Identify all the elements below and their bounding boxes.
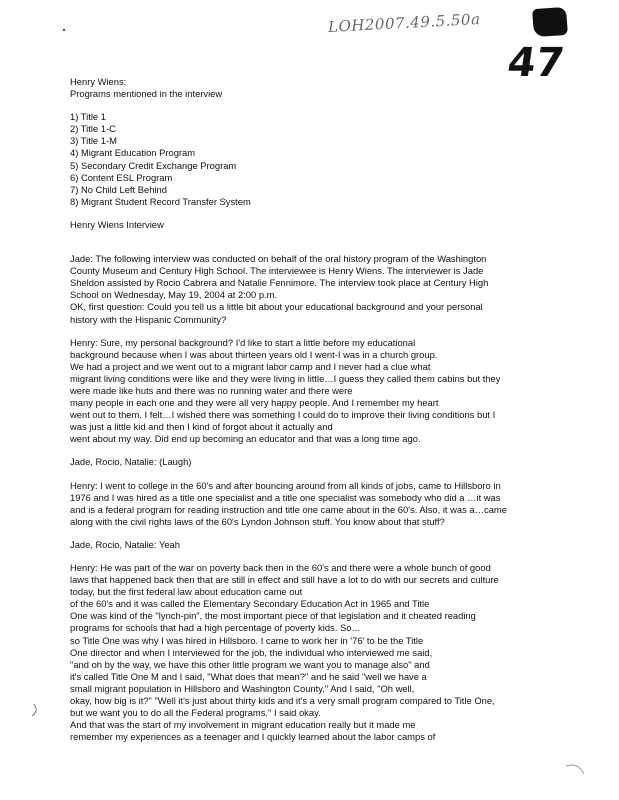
program-item: 8) Migrant Student Record Transfer System <box>70 195 251 207</box>
transcript-line: One was kind of the "lynch-pin", the most important piece of that legislation and it cheated reading <box>70 610 476 622</box>
transcript-line: Henry: I went to college in the 60's and after bouncing around from all kinds of jobs, came to Hillsboro in <box>70 479 501 491</box>
transcript-line: today, but the first federal law about education came out <box>70 586 303 598</box>
heading-line: Henry Wiens: <box>70 76 127 87</box>
transcript-line: small migrant population in Hillsboro and Washington County." And I said, "Oh well, <box>70 682 415 694</box>
programs-list <box>70 111 610 208</box>
transcript-line: but we want you to do all the Federal programs." I said okay. <box>70 707 321 719</box>
program-item: 4) Migrant Education Program <box>70 147 196 159</box>
program-item: 5) Secondary Credit Exchange Program <box>70 159 237 171</box>
transcript-line: programs for schools that had a high percentage of poverty kids. So… <box>70 622 361 634</box>
transcript-line: OK, first question: Could you tell us a little bit about your educational background and your personal <box>70 301 483 313</box>
program-item: 6) Content ESL Program <box>70 171 173 183</box>
transcript-line: of the 60's and it was called the Elementary Secondary Education Act in 1965 and Title <box>70 598 430 610</box>
speck <box>63 29 65 31</box>
margin-mark <box>32 704 36 716</box>
transcript-line: were made like huts and there was no running water and there were <box>70 384 353 396</box>
document-body <box>70 76 610 754</box>
transcript-line: went out to them. I felt…I wished there was something I could do to improve their living conditions but I <box>70 409 496 421</box>
transcript-paragraph <box>70 539 610 551</box>
program-item: 3) Title 1-M <box>70 135 117 147</box>
transcript-line: okay, how big is it?" "Well it's just about thirty kids and it's a very small program compared to Title One, <box>70 695 495 707</box>
transcript-line: Henry: Sure, my personal background? I'd like to start a little before my educational <box>70 336 416 348</box>
transcript-line: Henry: He was part of the war on poverty back then in the 60's and there were a whole bunch of good <box>70 562 491 573</box>
transcript-line: 1976 and I was hired as a title one specialist and a title one specialist was somebody who did a …it was <box>70 491 501 503</box>
transcript-paragraph <box>70 562 610 743</box>
program-item: 7) No Child Left Behind <box>70 183 167 195</box>
transcript-line: went about my way. Did end up becoming an educator and that was a long time ago. <box>70 433 421 445</box>
interview-transcript <box>70 253 610 743</box>
document-heading <box>70 76 610 100</box>
transcript-line: County Museum and Century High School. The interviewee is Henry Wiens. The interviewer is Jade <box>70 265 484 277</box>
transcript-line: it's called Title One M and I said, "What does that mean?" and he said "well we have a <box>70 670 427 682</box>
transcript-paragraph <box>70 480 610 528</box>
transcript-line: and is a federal program for reading instruction and title one came about in the 60's. Also, it was a…came <box>70 503 507 515</box>
transcript-line: many people in each one and they were all very happy people. And I remember my heart <box>70 397 439 409</box>
transcript-line: along with the civil rights laws of the 60's Lyndon Johnson stuff. You know about that stuff? <box>70 515 445 527</box>
transcript-line: We had a project and we went out to a migrant labor camp and I never had a clue what <box>70 360 431 372</box>
transcript-line: history with the Hispanic Community? <box>70 313 227 325</box>
transcript-line: laws that happened back then that are still in effect and still have a lot to do with our secrets and culture <box>70 574 499 586</box>
page-number: 47 <box>504 40 567 86</box>
transcript-line: Jade, Rocio, Natalie: (Laugh) <box>70 456 192 468</box>
heading-line: Programs mentioned in the interview <box>70 88 223 100</box>
program-item: 1) Title 1 <box>70 111 106 123</box>
transcript-line: "and oh by the way, we have this other little program we want you to manage also" and <box>70 658 430 670</box>
transcript-line: School on Wednesday, May 19, 2004 at 2:00 p.m. <box>70 289 278 301</box>
transcript-line: so Title One was why I was hired in Hillsboro. I came to work her in '76' to be the Title <box>70 634 424 646</box>
transcript-paragraph <box>70 456 610 468</box>
transcript-line: One director and when I interviewed for the job, the individual who interviewed me said, <box>70 646 433 658</box>
transcript-line: background because when I was about thirteen years old I went-I was in a church group. <box>70 348 438 360</box>
transcript-paragraph <box>70 253 610 326</box>
archive-id-annotation: LOH2007.49.5.50a <box>327 10 481 36</box>
transcript-line: remember my experiences as a teenager and I quickly learned about the labor camps of <box>70 731 436 743</box>
transcript-line: Sheldon assisted by Rocio Cabrera and Natalie Fennimore. The interview took place at Century High <box>70 277 489 289</box>
transcript-line: And that was the start of my involvement in migrant education really but it made me <box>70 719 416 731</box>
corner-mark <box>566 765 584 774</box>
program-item: 2) Title 1-C <box>70 123 116 135</box>
transcript-line: Jade, Rocio, Natalie: Yeah <box>70 538 180 550</box>
transcript-line: migrant living conditions were like and they were living in little…I guess they called them cabins but they <box>70 372 501 384</box>
transcript-paragraph <box>70 337 610 446</box>
transcript-line: was just a little kid and then I kind of forgot about it actually and <box>70 421 333 433</box>
transcript-line: Jade: The following interview was conducted on behalf of the oral history program of the Washington <box>70 253 487 265</box>
interview-title: Henry Wiens Interview <box>70 218 164 230</box>
